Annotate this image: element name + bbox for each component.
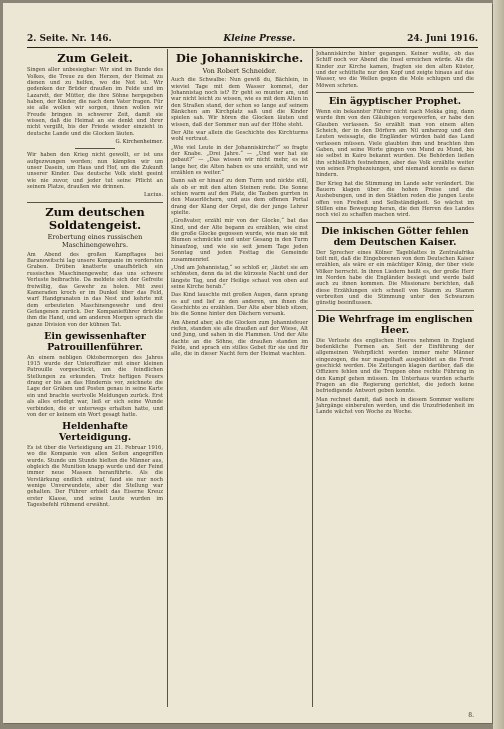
article-signature: G. Kirchenheimer. [115,139,163,145]
newspaper-title: Kleine Presse. [223,34,296,44]
column-2 [171,51,308,707]
page-number: 2. Seite. Nr. 146. [27,34,112,44]
article-signature: Lucius. [143,192,163,199]
article-paragraph: Am Abend des großen Kampftages bei Baranowitschi lag unsere Kompanie im vordersten Graben. Drüben knatterte unaufhörlich ein russisches Maschinengewehr, das uns schwere Verluste beibrachte. Da meldete sich der Gefreite freiwillig, das Gewehr zu holen. Mit zwei Kameraden kroch er im Dunkel über das Feld, warf Handgranaten in das Nest und kehrte mit dem erbeuteten Maschinengewehr und drei Gefangenen zurück. Der Kompanieführer drückte ihm die Hand, und am anderen Morgen sprach die ganze Division von der kühnen Tat. [27,251,163,328]
column-divider [167,49,168,707]
scan-edge [493,0,504,729]
article-paragraph: Der Krieg hat die Stimmung im Lande sehr verändert. Die Bauern klagen über die hohen Preise und die Aushebungen, und in den Städten reden die jungen Leute offen von Freiheit und Selbständigkeit. So wächst im Stillen eine Bewegung heran, die den Herren des Landes noch viel zu schaffen machen wird. [316,180,474,219]
article-paragraph: „Und am Johannistag,“ so schloß er, „läutet sie am schönsten, denn da ist die kürzeste Nacht und der längste Tag, und der Heilige schaut von oben auf seine Kirche herab.“ [171,264,308,290]
column-divider [312,49,313,707]
article-paragraph: Am Abend aber, als die Glocken zum Johannisfeuer riefen, standen sie alle draußen auf der Wiese, Alt und Jung, und sahen in die Flammen. Und der Alte dachte an die Söhne, die draußen standen im Felde, und sprach ein stilles Gebet für sie und für alle, die in dieser Nacht fern der Heimat wachten. [171,319,308,358]
article-paragraph: Das Kind lauschte mit großen Augen, dann sprang es auf und lief zu den anderen, um ihnen die Geschichte zu erzählen. Der Alte aber blieb sitzen, bis die Sonne hinter den Dächern versank. [171,292,308,318]
column-1 [27,51,163,707]
article-paragraph: „Großvater, erzähl mir von der Glocke,“ bat das Kind, und der Alte begann zu erzählen, wie einst die große Glocke gegossen wurde, wie man sie mit Blumen schmückte und unter Gesang in den Turm hinaufzog, und wie sie seit jenem Tage jeden Sonntag und jeden Festtag die Gemeinde zusammenrief. [171,218,308,263]
article-paragraph: Johanniskirche hinter gegangen. Keiner wußte, ob das Schiff noch vor Abend die Insel erreichen würde. Als die Kinder zur Kirche kamen, fragten sie den alten Küster, und der schüttelte nur den Kopf und zeigte hinaus auf das Wasser, wo die Wellen gegen die Mole schlugen und die Möwen schrien. [316,51,474,89]
article-paragraph: Der Sprecher eines Kölner Tageblattes in Zentralafrika teilt mit, daß die Eingeborenen von dem Deutschen Kaiser erzählen, als wäre er ein mächtiger König, der über viele Völker herrscht. In ihren Liedern heißt es, der große Herr im Norden habe die Engländer besiegt und werde bald auch zu ihnen kommen. Die Missionare berichten, daß diese Erzählungen sich schnell von Stamm zu Stamm verbreiten und die Stimmung unter den Schwarzen günstig beeinflussen. [316,249,474,307]
article-headline: Ein gewissenhafter Patrouillenführer. [44,330,146,353]
article-paragraph: Man rechnet damit, daß noch in diesem Sommer weitere Jahrgänge einberufen werden, und die Unzufriedenheit im Lande wächst von Woche zu Woche. [316,396,474,416]
article-headline: Zum deutschen Soldatengeist. [45,204,145,232]
article-headline: Ein ägyptischer Prophet. [328,96,462,108]
separator [75,148,115,149]
article-paragraph: Wenn ein bekannter Führer nicht nach Mekka ging, dann wurde ihm von den Gläubigen vorgeworfen, er habe den Glauben verlassen. So erzählt man von einem alten Scheich, der in den Dörfern am Nil umherzog und den Leuten weissagte, die Engländer würden bald das Land verlassen müssen. Viele glaubten ihm und brachten ihm Gaben, und seine Worte gingen von Mund zu Mund, bis sie selbst in Kairo bekannt wurden. Die Behörden ließen ihn schließlich festnehmen, aber das Volk erzählte weiter von seinen Prophezeiungen, und niemand konnte es daran hindern. [316,108,474,179]
header-rule [27,47,478,48]
article-paragraph: Singen aller unbesiegbar: Wir sind im Bunde des Volkes, die Treue zu den Herzen, der Heimat zu dienen und zu helfen, wo die Not ist. Wir gedenken der Brüder draußen im Felde und im Lazarett, der Mütter, die ihre Söhne hergegeben haben, der Kinder, die nach dem Vater fragen. Für sie alle wollen wir sorgen, ihnen wollen wir Freude bringen in schwerer Zeit, damit sie wissen, daß die Heimat an sie denkt und ihrer nicht vergißt, bis der Friede wieder einzieht in deutsche Lande und die Glocken läuten. [27,67,163,137]
article-headline: Zum Geleit. [57,51,133,65]
article-paragraph: Die Verluste des englischen Heeres nehmen in England bedenkliche Formen an. Seit der Einführung der allgemeinen Wehrpflicht werden immer mehr Männer eingezogen, die nur mangelhaft ausgebildet an die Front geschickt werden. Die Zeitungen klagen darüber, daß die Offiziere fehlen und die Truppen ohne rechte Führung in den Kampf gehen müssen. Im Unterhaus wurden scharfe Fragen an die Regierung gerichtet, die jedoch keine befriedigende Antwort geben konnte. [316,337,474,395]
page-footer-mark: 8. [468,712,474,719]
separator [27,202,163,203]
article-byline: Von Robert Schneider. [202,67,277,76]
article-paragraph: Auch die Schwalbe: Nun gewiß du, Bächlein, in wieviel Tage mit dem Wasser kommst, der Johannistag noch ist? Er geht so munter am, und war nicht leicht zu wissen, wie es mit dem Alten in den Straßen stand, der schon so lange auf seinem Bänkchen am Kirchplatz saß und die Kinder spielen sah. Wir hören die Glocken läuten und wissen, daß der Sommer nun auf der Höhe steht. [171,77,308,128]
article-paragraph: Dann sah er hinauf zu dem Turm und nickte still, als ob er mit den alten Steinen rede. Die Sonne schien warm auf den Platz, die Tauben gurrten in den Mauerlöchern, und aus dem offenen Portal drang der Klang der Orgel, die der junge Lehrer spielte. [171,178,308,217]
separator [316,222,474,223]
column-3 [316,51,474,707]
article-paragraph: Es ist über die Verteidigung am 21. Februar 1916, wo die Kompanie von allen Seiten angegriffen wurde. Stunde um Stunde hielten die Männer aus, obgleich die Munition knapp wurde und der Feind immer neue Massen heranführte. Als die Verstärkung endlich eintraf, fand sie nur noch wenige Unverwundete, aber die Stellung war gehalten. Der Führer erhielt das Eiserne Kreuz erster Klasse, und seine Leute wurden im Tagesbefehl rühmend erwähnt. [27,445,163,509]
article-headline: Die Johanniskirche. [175,51,304,65]
article-headline: Die Wehrfrage im englischen Heer. [317,313,473,336]
newspaper-page [3,3,492,723]
separator [316,92,474,93]
page-header [27,33,478,45]
article-headline: Die inkischen Götter fehlen dem Deutschen Kaiser. [321,225,469,248]
article-subheadline: Erobertung eines russischen Maschinengewehrs. [47,233,143,249]
article-paragraph: An einem nebligen Oktobermorgen des Jahres 1915 wurde der Unteroffizier mit einer kleinen Patrouille vorgeschickt, um die feindlichen Stellungen zu erkunden. Trotz heftigen Feuers drang er bis an das Hindernis vor, zeichnete die Lage der Gräben und Posten genau in seine Karte ein und brachte wertvolle Meldungen zurück. Erst als alles erledigt war, ließ er sich seine Wunde verbinden, die er unterwegs erhalten hatte, und von der er keinem ein Wort gesagt hatte. [27,354,163,418]
article-paragraph: Der Alte war allein die Geschichte des Kirchturms wohl vertraut. [171,129,308,143]
article-paragraph: „Wie viel Leute in der Johanniskirche?“ so fragte der Knabe. „Drei Jahre.“ — „Und wer hat sie gebaut?“ — „Das wissen wir nicht mehr, es ist lange her, die Alten haben es uns erzählt, und wir erzählen es weiter.“ [171,144,308,177]
article-paragraph: Wir haben den Krieg nicht gewollt, er ist uns aufgezwungen worden; nun kämpfen wir um unser Dasein, um Haus und Hof, um die Zukunft unserer Kinder. Das deutsche Volk steht geeint wie nie zuvor, und jeder tut seine Pflicht an seinem Platze, draußen wie drinnen. [27,152,163,191]
article-headline: Heldenhafte Verteidigung. [58,421,132,444]
separator [316,310,474,311]
issue-date: 24. Juni 1916. [407,34,478,44]
